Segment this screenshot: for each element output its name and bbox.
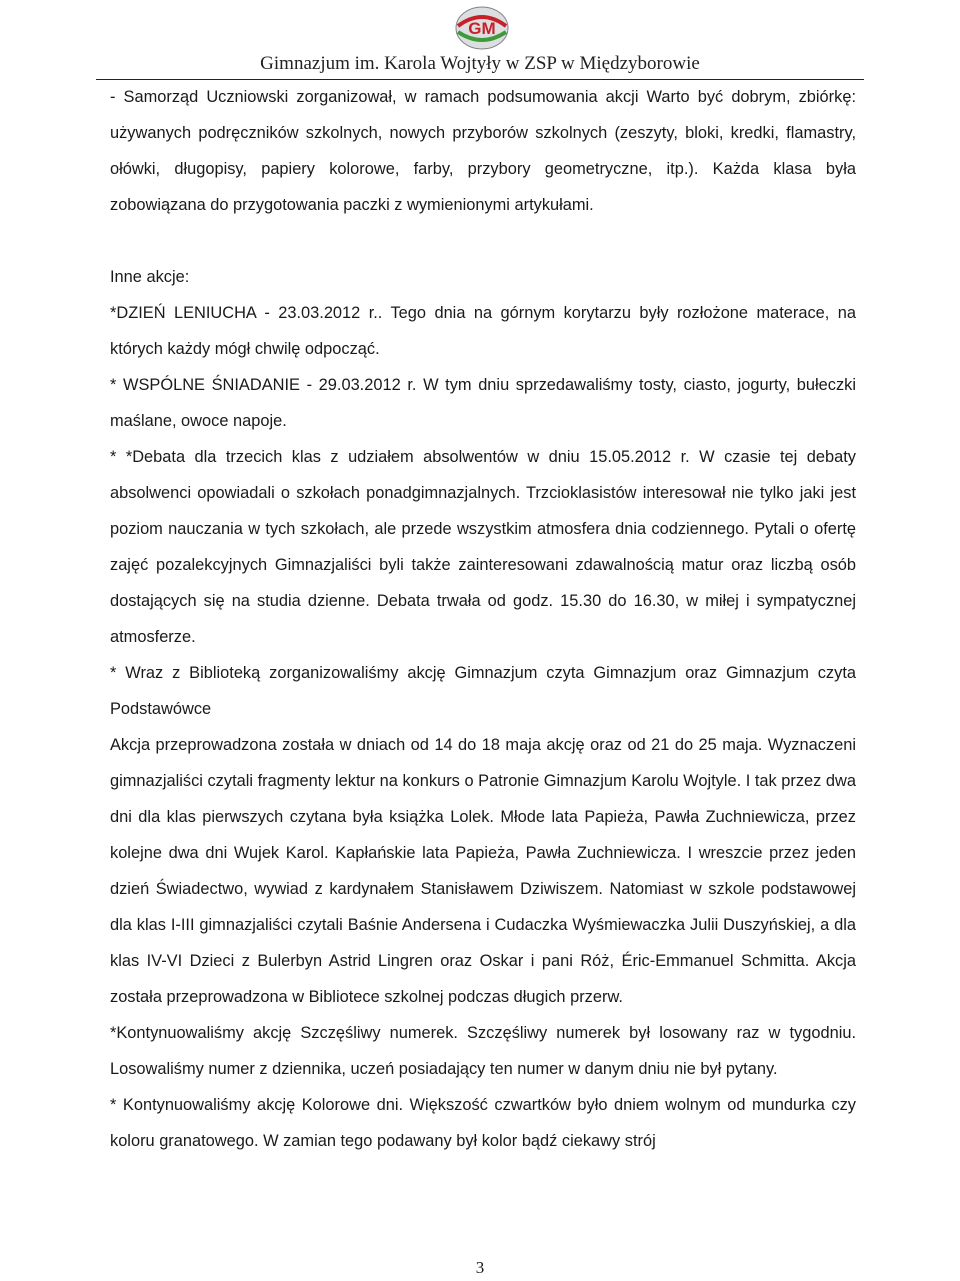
header-title: Gimnazjum im. Karola Wojtyły w ZSP w Międzyborowie: [260, 53, 700, 74]
paragraph-samorzad: - Samorząd Uczniowski zorganizował, w ramach podsumowania akcji Warto być dobrym, zbiórkę: używanych podręczników szkolnych, nowych przyborów szkolnych (zeszyty, bloki, kredki, flamastry, ołówki, długopisy, papiery kolorowe, farby, przybory geometryczne, itp.). Każda klasa była zobowiązana do przygotowania paczki z wymienionymi artykułami.: [110, 88, 856, 214]
paragraph-gimnazjum-czyta: * Wraz z Biblioteką zorganizowaliśmy akcję Gimnazjum czyta Gimnazjum oraz Gimnazjum czyta Podstawówce: [110, 664, 856, 718]
school-logo: [444, 4, 516, 54]
page-number: 3: [475, 1258, 485, 1277]
document-body: [110, 79, 856, 1159]
page-header: [0, 0, 960, 82]
paragraph-akcja-przeprowadzona: Akcja przeprowadzona została w dniach od 14 do 18 maja akcję oraz od 21 do 25 maja. Wyznaczeni gimnazjaliści czytali fragmenty lektur na konkurs o Patronie Gimnazjum Karolu Wojtyle. I tak przez dwa dni dla klas pierwszych czytana była książka Lolek. Młode lata Papieża, Pawła Zuchniewicza, przez kolejne dwa dni Wujek Karol. Kapłańskie lata Papieża, Pawła Zuchniewicza. I wreszcie przez jeden dzień Świadectwo, wywiad z kardynałem Stanisławem Dziwiszem. Natomiast w szkole podstawowej dla klas I-III gimnazjaliści czytali Baśnie Andersena i Cudaczka Wyśmiewaczka Julii Duszyńskiej, a dla klas IV-VI Dzieci z Bulerbyn Astrid Lingren oraz Oskar i pani Róż, Éric-Emmanuel Schmitta. Akcja została przeprowadzona w Bibliotece szkolnej podczas długich przerw.: [110, 736, 856, 1006]
paragraph-kolorowe-dni: * Kontynuowaliśmy akcję Kolorowe dni. Większość czwartków było dniem wolnym od mundurka czy koloru granatowego. W zamian tego podawany był kolor bądź ciekawy strój: [110, 1096, 856, 1150]
section-heading-inne-akcje: Inne akcje:: [110, 268, 190, 286]
paragraph-szczesliwy-numerek: *Kontynuowaliśmy akcję Szczęśliwy numerek. Szczęśliwy numerek był losowany raz w tygodniu. Losowaliśmy numer z dziennika, uczeń posiadający ten numer w danym dniu nie był pytany.: [110, 1024, 856, 1078]
paragraph-wspolne-sniadanie: * WSPÓLNE ŚNIADANIE - 29.03.2012 r. W tym dniu sprzedawaliśmy tosty, ciasto, jogurty, bułeczki maślane, owoce napoje.: [110, 376, 856, 430]
paragraph-debata: * *Debata dla trzecich klas z udziałem absolwentów w dniu 15.05.2012 r. W czasie tej debaty absolwenci opowiadali o szkołach ponadgimnazjalnych. Trzcioklasistów interesował nie tylko jaki jest poziom nauczania w tych szkołach, ale przede wszystkim atmosfera dnia codziennego. Pytali o ofertę zajęć pozalekcyjnych Gimnazjaliści byli także zainteresowani zdawalnością matur oraz liczbą osób dostających się na studia dzienne. Debata trwała od godz. 15.30 do 16.30, w miłej i sympatycznej atmosferze.: [110, 448, 856, 646]
paragraph-dzien-leniucha: *DZIEŃ LENIUCHA - 23.03.2012 r.. Tego dnia na górnym korytarzu były rozłożone materace, na których każdy mógł chwilę odpocząć.: [110, 304, 856, 358]
logo-text: GM: [468, 19, 496, 38]
